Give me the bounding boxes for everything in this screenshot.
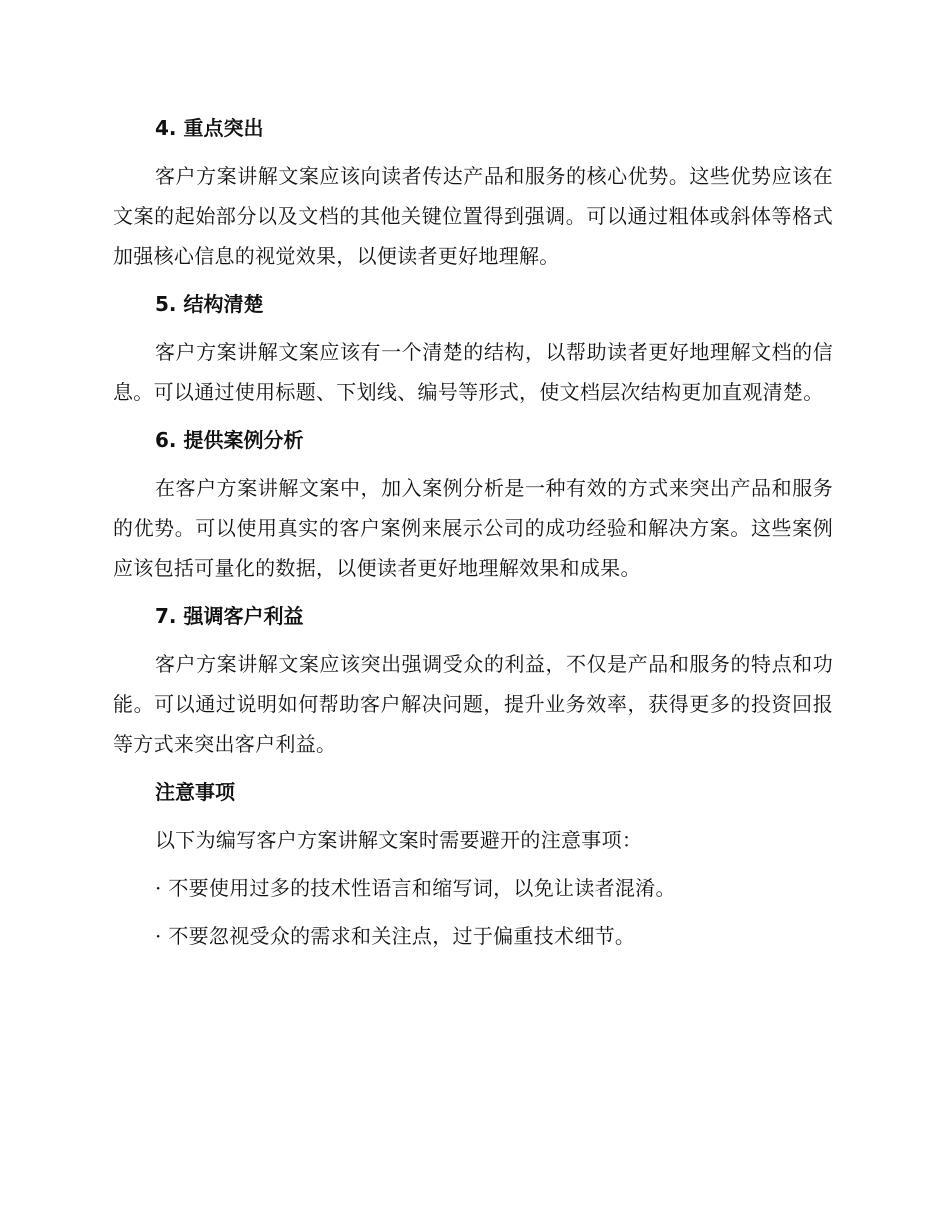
section-body: 客户方案讲解文案应该有一个清楚的结构，以帮助读者更好地理解文档的信息。可以通过使用标题、下划线、编号等形式，使文档层次结构更加直观清楚。 xyxy=(113,340,833,404)
document-content xyxy=(113,108,833,964)
notes-section xyxy=(113,772,833,956)
section-heading: 4. 重点突出 xyxy=(155,116,264,140)
section-heading: 5. 结构清楚 xyxy=(155,292,264,316)
section-body: 客户方案讲解文案应该突出强调受众的利益，不仅是产品和服务的特点和功能。可以通过说明如何帮助客户解决问题，提升业务效率，获得更多的投资回报等方式来突出客户利益。 xyxy=(113,652,833,756)
section-6 xyxy=(113,420,833,588)
notes-intro: 以下为编写客户方案讲解文案时需要避开的注意事项： xyxy=(155,828,643,852)
section-4 xyxy=(113,108,833,276)
section-heading: 7. 强调客户利益 xyxy=(155,604,304,628)
notes-item: · 不要忽视受众的需求和关注点，过于偏重技术细节。 xyxy=(155,924,636,948)
notes-heading: 注意事项 xyxy=(155,780,235,804)
section-body: 客户方案讲解文案应该向读者传达产品和服务的核心优势。这些优势应该在文案的起始部分以及文档的其他关键位置得到强调。可以通过粗体或斜体等格式加强核心信息的视觉效果，以便读者更好地理解。 xyxy=(113,164,833,268)
section-heading: 6. 提供案例分析 xyxy=(155,428,304,452)
section-7 xyxy=(113,596,833,764)
section-5 xyxy=(113,284,833,412)
notes-item: · 不要使用过多的技术性语言和缩写词，以免让读者混淆。 xyxy=(155,876,676,900)
section-body: 在客户方案讲解文案中，加入案例分析是一种有效的方式来突出产品和服务的优势。可以使用真实的客户案例来展示公司的成功经验和解决方案。这些案例应该包括可量化的数据，以便读者更好地理解效果和成果。 xyxy=(113,476,833,580)
